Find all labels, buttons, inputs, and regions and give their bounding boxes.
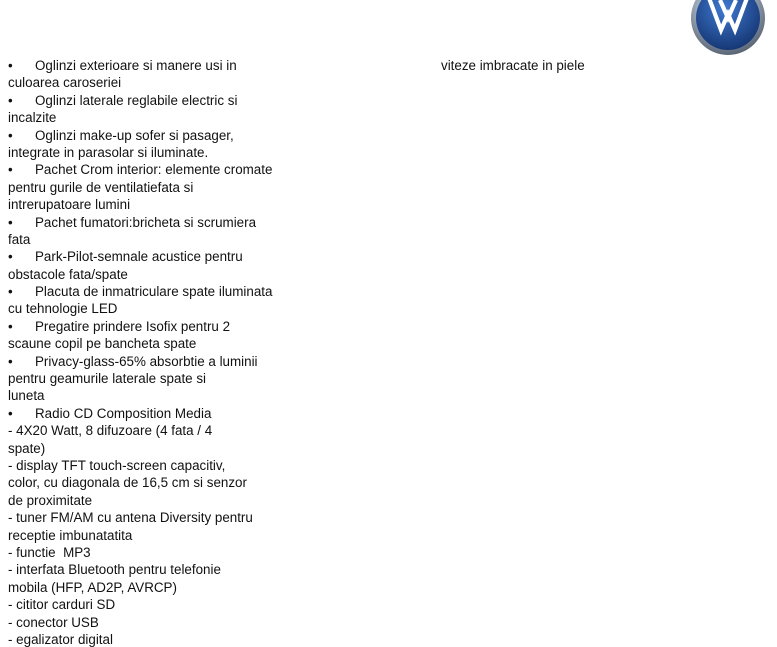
bullet-icon: • (8, 284, 13, 300)
bullet-item-line (8, 57, 308, 74)
bullet-icon: • (8, 353, 13, 369)
line-text: Placuta de inmatriculare spate iluminata (35, 284, 273, 300)
bullet-icon: • (8, 318, 13, 334)
line-text: Oglinzi make-up sofer si pasager, (35, 127, 234, 143)
line-text: pentru geamurile laterale spate si (8, 371, 206, 387)
line-text: Oglinzi laterale reglabile electric si (35, 92, 238, 108)
line-text: fata (8, 231, 31, 247)
bullet-item-line (8, 248, 308, 265)
continuation-line (8, 457, 308, 474)
continuation-line (8, 561, 308, 578)
continuation-line (8, 631, 308, 647)
bullet-icon: • (8, 405, 13, 421)
continuation-line (8, 179, 308, 196)
line-text: scaune copil pe bancheta spate (8, 336, 197, 352)
line-text: cu tehnologie LED (8, 301, 118, 317)
bullet-item-line (8, 405, 308, 422)
continuation-line (8, 387, 308, 404)
line-text: obstacole fata/spate (8, 266, 128, 282)
line-text: - tuner FM/AM cu antena Diversity pentru (8, 510, 253, 526)
line-text: mobila (HFP, AD2P, AVRCP) (8, 579, 177, 595)
line-text: spate) (8, 440, 46, 456)
bullet-item-line (8, 283, 308, 300)
line-text: Park-Pilot-semnale acustice pentru (35, 249, 243, 265)
continued-text: viteze imbracate in piele (441, 58, 585, 73)
line-text: pentru gurile de ventilatiefata si (8, 179, 194, 195)
line-text: Pachet Crom interior: elemente cromate (35, 162, 273, 178)
line-text: - functie MP3 (8, 544, 91, 560)
continuation-line (8, 422, 308, 439)
line-text: - conector USB (8, 614, 99, 630)
line-text: - cititor carduri SD (8, 597, 116, 613)
continuation-line (8, 109, 308, 126)
bullet-icon: • (8, 127, 13, 143)
bullet-item-line (8, 318, 308, 335)
line-text: color, cu diagonala de 16,5 cm si senzor (8, 475, 247, 491)
vw-logo-icon (689, 0, 767, 56)
bullet-icon: • (8, 58, 13, 73)
line-text: incalzite (8, 110, 57, 126)
continuation-line (8, 144, 308, 161)
continuation-line (8, 492, 308, 509)
bullet-icon: • (8, 162, 13, 178)
line-text: de proximitate (8, 492, 93, 508)
line-text: Oglinzi exterioare si manere usi in (35, 58, 237, 73)
line-text: integrate in parasolar si iluminate. (8, 144, 209, 160)
continuation-line (8, 300, 308, 317)
continuation-line (8, 596, 308, 613)
continuation-line (8, 266, 308, 283)
bullet-icon: • (8, 214, 13, 230)
bullet-item-line (8, 214, 308, 231)
continuation-line (8, 74, 308, 91)
continuation-line (8, 614, 308, 631)
line-text: - 4X20 Watt, 8 difuzoare (4 fata / 4 (8, 423, 213, 439)
line-text: Pregatire prindere Isofix pentru 2 (35, 318, 231, 334)
line-text: Radio CD Composition Media (35, 405, 212, 421)
bullet-item-line (8, 92, 308, 109)
line-text: Pachet fumatori:bricheta si scrumiera (35, 214, 257, 230)
line-text: receptie imbunatatita (8, 527, 133, 543)
feature-list (8, 57, 308, 647)
line-text: - interfata Bluetooth pentru telefonie (8, 562, 221, 578)
continuation-line (8, 474, 308, 491)
continuation-line (8, 509, 308, 526)
bullet-item-line (8, 127, 308, 144)
line-text: culoarea caroseriei (8, 75, 122, 91)
continuation-line (8, 370, 308, 387)
continuation-line (8, 231, 308, 248)
line-text: luneta (8, 388, 45, 404)
bullet-item-line (8, 353, 308, 370)
continuation-line (8, 527, 308, 544)
line-text: - display TFT touch-screen capacitiv, (8, 457, 226, 473)
bullet-icon: • (8, 249, 13, 265)
line-text: Privacy-glass-65% absorbtie a luminii (35, 353, 258, 369)
continuation-line (8, 579, 308, 596)
line-text: intrerupatoare lumini (8, 197, 131, 213)
line-text: - egalizator digital (8, 631, 113, 647)
bullet-item-line (8, 161, 308, 178)
continuation-line (8, 440, 308, 457)
continuation-line (8, 335, 308, 352)
continuation-line (8, 196, 308, 213)
continuation-line (8, 544, 308, 561)
bullet-icon: • (8, 92, 13, 108)
